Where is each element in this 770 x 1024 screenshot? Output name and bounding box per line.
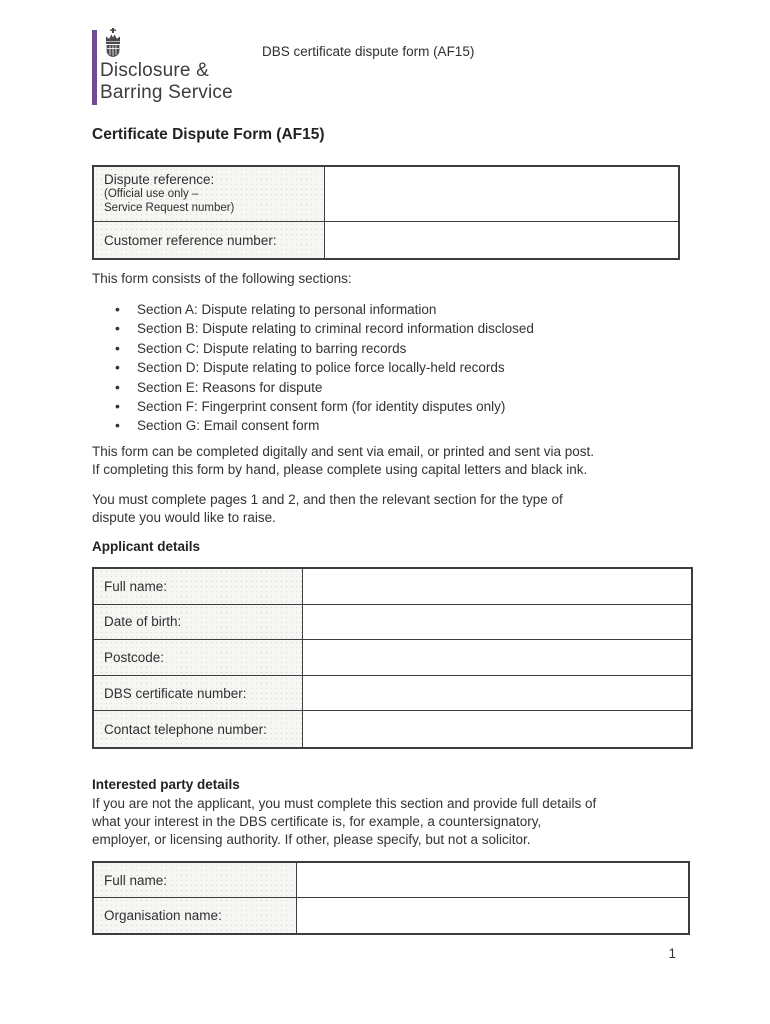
contact-telephone-label [94, 711, 303, 747]
organisation-name-label [94, 898, 297, 933]
date-of-birth-input[interactable] [303, 605, 691, 640]
dispute-reference-label-text: Dispute reference: [104, 172, 215, 187]
table-row [94, 898, 688, 933]
dispute-reference-sublabel-2: Service Request number) [104, 202, 235, 214]
date-of-birth-label [94, 605, 303, 640]
customer-reference-input[interactable] [325, 222, 678, 258]
page-number: 1 [668, 946, 676, 961]
section-list-item: • Section F: Fingerprint consent form (for identity disputes only) [92, 397, 534, 416]
dispute-reference-input[interactable] [325, 167, 678, 221]
dispute-reference-sublabel-1: (Official use only – [104, 188, 199, 200]
party-full-name-label-text: Full name: [104, 872, 168, 888]
paragraph-line: what your interest in the DBS certificate is, for example, a countersignatory, [92, 814, 542, 829]
customer-reference-label-text: Customer reference number: [104, 232, 277, 248]
table-row [94, 676, 691, 712]
customer-reference-label [94, 222, 325, 258]
contact-telephone-input[interactable] [303, 711, 691, 747]
paragraph-line: dispute you would like to raise. [92, 510, 276, 525]
table-row [94, 605, 691, 641]
applicant-details-table [92, 567, 693, 749]
paragraph-line: If completing this form by hand, please complete using capital letters and black ink. [92, 462, 588, 477]
logo-line-2: Barring Service [100, 81, 233, 103]
table-row [94, 167, 678, 222]
section-list-item: • Section G: Email consent form [92, 416, 534, 435]
section-list-item: • Section C: Dispute relating to barring records [92, 339, 534, 358]
organisation-name-input[interactable] [297, 898, 688, 933]
dbs-certificate-number-input[interactable] [303, 676, 691, 711]
table-row [94, 863, 688, 898]
dbs-certificate-number-label-text: DBS certificate number: [104, 685, 247, 701]
brand-accent-bar [92, 30, 97, 105]
section-list-item: • Section B: Dispute relating to criminal record information disclosed [92, 319, 534, 338]
applicant-details-heading: Applicant details [92, 539, 201, 554]
party-full-name-label [94, 863, 297, 897]
section-list-item: • Section D: Dispute relating to police force locally-held records [92, 358, 534, 377]
interested-party-table [92, 861, 690, 935]
table-row [94, 711, 691, 747]
paragraph-line: employer, or licensing authority. If other, please specify, but not a solicitor. [92, 832, 531, 847]
page-title: Certificate Dispute Form (AF15) [92, 126, 325, 143]
completion-paragraph [92, 443, 594, 479]
table-row [94, 640, 691, 676]
document-header-title: DBS certificate dispute form (AF15) [262, 44, 475, 59]
pages-paragraph [92, 491, 563, 527]
sections-intro: This form consists of the following sections: [92, 271, 352, 286]
date-of-birth-label-text: Date of birth: [104, 614, 182, 630]
table-row [94, 222, 678, 258]
organisation-name-label-text: Organisation name: [104, 908, 222, 923]
paragraph-line: You must complete pages 1 and 2, and then the relevant section for the type of [92, 492, 563, 507]
sections-list [92, 300, 534, 436]
party-full-name-input[interactable] [297, 863, 688, 897]
full-name-input[interactable] [303, 569, 691, 604]
dbs-logo-wordmark [100, 60, 233, 103]
postcode-label [94, 640, 303, 675]
paragraph-line: If you are not the applicant, you must complete this section and provide full details of [92, 796, 597, 811]
reference-table [92, 165, 680, 260]
section-list-item: • Section A: Dispute relating to personal information [92, 300, 534, 319]
logo-line-1: Disclosure & [100, 60, 210, 81]
interested-party-heading: Interested party details [92, 777, 240, 792]
paragraph-line: This form can be completed digitally and sent via email, or printed and sent via post. [92, 444, 595, 459]
section-list-item: • Section E: Reasons for dispute [92, 378, 534, 397]
full-name-label [94, 569, 303, 604]
dispute-reference-label [94, 167, 325, 221]
interested-party-description [92, 795, 596, 849]
dbs-certificate-number-label [94, 676, 303, 711]
full-name-label-text: Full name: [104, 578, 168, 594]
table-row [94, 569, 691, 605]
contact-telephone-label-text: Contact telephone number: [104, 721, 267, 737]
postcode-input[interactable] [303, 640, 691, 675]
postcode-label-text: Postcode: [104, 649, 165, 665]
